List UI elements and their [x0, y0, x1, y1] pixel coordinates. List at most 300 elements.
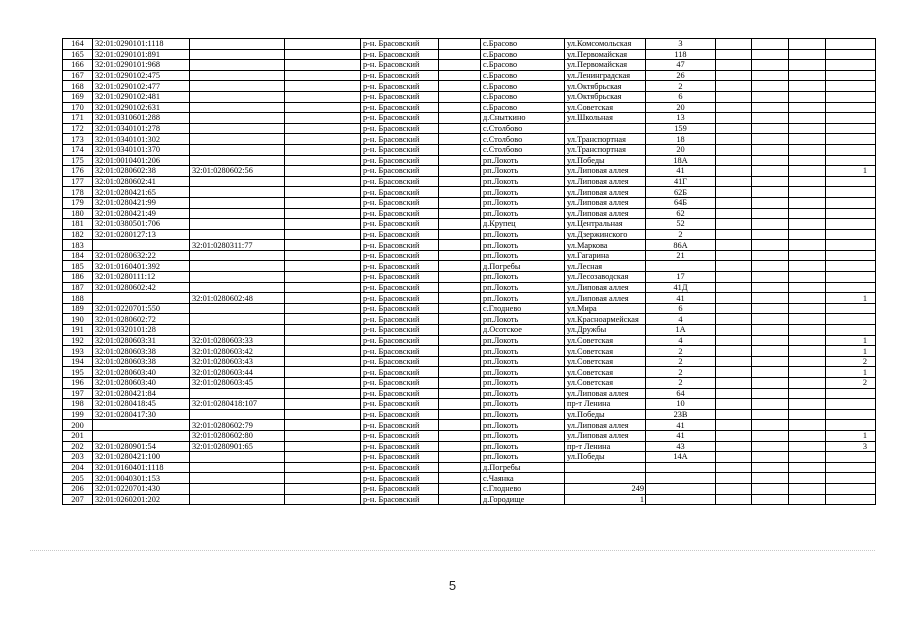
cell-count [826, 60, 876, 71]
cell-empty-column-4 [752, 144, 789, 155]
cell-count [826, 494, 876, 505]
cell-empty-column-5 [789, 134, 826, 145]
cell-count: 1 [826, 346, 876, 357]
table-row [63, 166, 876, 177]
cell-empty-column-2 [439, 39, 481, 50]
cell-street: ул.Красноармейская [565, 314, 646, 325]
cell-empty-column-2 [439, 293, 481, 304]
cell-row-number: 176 [63, 166, 93, 177]
cell-street: ул.Октябрьская [565, 81, 646, 92]
cell-count [826, 282, 876, 293]
cell-empty-column-3 [716, 49, 752, 60]
cell-empty-column-3 [716, 70, 752, 81]
cell-empty-column [285, 314, 361, 325]
cell-settlement: рп.Локоть [481, 187, 565, 198]
cell-empty-column-5 [789, 166, 826, 177]
cell-empty-column-3 [716, 176, 752, 187]
cell-settlement: рп.Локоть [481, 229, 565, 240]
cell-empty-column [285, 208, 361, 219]
cell-empty-column [285, 113, 361, 124]
cell-empty-column-4 [752, 335, 789, 346]
cell-street: ул.Липовая аллея [565, 282, 646, 293]
cell-empty-column-4 [752, 314, 789, 325]
cell-settlement: с.Столбово [481, 123, 565, 134]
cell-row-number: 204 [63, 462, 93, 473]
cell-row-number: 181 [63, 219, 93, 230]
cell-settlement: с.Брасово [481, 60, 565, 71]
cell-empty-column-2 [439, 282, 481, 293]
cell-empty-column-4 [752, 420, 789, 431]
cell-empty-column-2 [439, 240, 481, 251]
cell-cadastral-number: 32:01:0280421:65 [93, 187, 190, 198]
table-row [63, 123, 876, 134]
cell-count [826, 39, 876, 50]
table-row [63, 113, 876, 124]
cell-count [826, 229, 876, 240]
cell-settlement: с.Брасово [481, 102, 565, 113]
cell-settlement: рп.Локоть [481, 356, 565, 367]
cell-district: р-н. Брасовский [361, 272, 439, 283]
table-row [63, 219, 876, 230]
cell-district: р-н. Брасовский [361, 208, 439, 219]
cell-row-number: 194 [63, 356, 93, 367]
cell-secondary-cadastral-number: 32:01:0280311:77 [190, 240, 285, 251]
cell-empty-column-3 [716, 420, 752, 431]
cell-cadastral-number: 32:01:0280603:38 [93, 346, 190, 357]
cell-empty-column-3 [716, 430, 752, 441]
cell-street: ул.Победы [565, 155, 646, 166]
cell-empty-column-4 [752, 483, 789, 494]
cell-empty-column-3 [716, 367, 752, 378]
cell-empty-column [285, 91, 361, 102]
cell-cadastral-number: 32:01:0160401:392 [93, 261, 190, 272]
cell-secondary-cadastral-number [190, 102, 285, 113]
cell-empty-column-4 [752, 187, 789, 198]
cell-settlement: рп.Локоть [481, 208, 565, 219]
cell-empty-column-2 [439, 367, 481, 378]
cell-empty-column-3 [716, 325, 752, 336]
cell-empty-column-3 [716, 91, 752, 102]
cell-street: ул.Транспортная [565, 134, 646, 145]
cell-empty-column-3 [716, 462, 752, 473]
cell-count [826, 113, 876, 124]
cell-empty-column-2 [439, 166, 481, 177]
divider [30, 550, 875, 551]
cell-district: р-н. Брасовский [361, 250, 439, 261]
cell-empty-column-5 [789, 473, 826, 484]
cell-empty-column-4 [752, 60, 789, 71]
cell-row-number: 206 [63, 483, 93, 494]
table-row [63, 335, 876, 346]
cell-row-number: 195 [63, 367, 93, 378]
cell-empty-column-5 [789, 494, 826, 505]
cell-district: р-н. Брасовский [361, 176, 439, 187]
cell-district: р-н. Брасовский [361, 346, 439, 357]
cell-cadastral-number [93, 430, 190, 441]
cell-district: р-н. Брасовский [361, 473, 439, 484]
cell-row-number: 190 [63, 314, 93, 325]
cell-empty-column-4 [752, 473, 789, 484]
cell-empty-column [285, 229, 361, 240]
cell-empty-column-2 [439, 399, 481, 410]
cell-cadastral-number: 32:01:0280421:84 [93, 388, 190, 399]
cell-count [826, 314, 876, 325]
cell-empty-column-5 [789, 123, 826, 134]
cell-settlement: с.Брасово [481, 39, 565, 50]
cell-street: ул.Комсомольская [565, 39, 646, 50]
cell-settlement: рп.Локоть [481, 452, 565, 463]
cell-empty-column [285, 399, 361, 410]
cell-street: ул.Первомайская [565, 60, 646, 71]
cell-settlement: рп.Локоть [481, 441, 565, 452]
cell-street [565, 123, 646, 134]
cell-empty-column-2 [439, 49, 481, 60]
cell-count [826, 409, 876, 420]
cell-house-number: 2 [646, 378, 716, 389]
cell-row-number: 178 [63, 187, 93, 198]
cell-empty-column [285, 261, 361, 272]
table-row [63, 409, 876, 420]
cell-house-number: 2 [646, 367, 716, 378]
cell-house-number: 64Б [646, 197, 716, 208]
cell-house-number [646, 261, 716, 272]
cell-street: ул.Советская [565, 346, 646, 357]
cell-secondary-cadastral-number [190, 272, 285, 283]
cell-cadastral-number: 32:01:0340101:278 [93, 123, 190, 134]
cell-count [826, 272, 876, 283]
cell-empty-column-3 [716, 378, 752, 389]
cell-house-number: 13 [646, 113, 716, 124]
cell-secondary-cadastral-number: 32:01:0280603:45 [190, 378, 285, 389]
cell-district: р-н. Брасовский [361, 325, 439, 336]
cell-cadastral-number: 32:01:0010401:206 [93, 155, 190, 166]
cell-district: р-н. Брасовский [361, 293, 439, 304]
cell-empty-column-2 [439, 229, 481, 240]
cell-street: ул.Липовая аллея [565, 293, 646, 304]
cell-cadastral-number: 32:01:0340101:370 [93, 144, 190, 155]
cell-house-number [646, 494, 716, 505]
cell-secondary-cadastral-number [190, 70, 285, 81]
cell-cadastral-number [93, 240, 190, 251]
cell-empty-column-4 [752, 155, 789, 166]
cell-empty-column-2 [439, 409, 481, 420]
table-row [63, 261, 876, 272]
cell-district: р-н. Брасовский [361, 378, 439, 389]
cell-district: р-н. Брасовский [361, 39, 439, 50]
cell-secondary-cadastral-number [190, 39, 285, 50]
cell-house-number [646, 473, 716, 484]
cell-secondary-cadastral-number [190, 409, 285, 420]
cell-row-number: 192 [63, 335, 93, 346]
cell-empty-column-3 [716, 229, 752, 240]
cell-street: ул.Лесная [565, 261, 646, 272]
cell-count [826, 399, 876, 410]
cell-empty-column-2 [439, 346, 481, 357]
cell-cadastral-number: 32:01:0290102:477 [93, 81, 190, 92]
cell-district: р-н. Брасовский [361, 60, 439, 71]
table-row [63, 314, 876, 325]
cell-house-number: 2 [646, 229, 716, 240]
cell-empty-column-2 [439, 91, 481, 102]
cell-empty-column [285, 367, 361, 378]
cell-empty-column-4 [752, 356, 789, 367]
cell-empty-column-5 [789, 378, 826, 389]
cell-street: ул.Советская [565, 335, 646, 346]
cell-street: пр-т Ленина [565, 441, 646, 452]
cell-cadastral-number: 32:01:0280421:99 [93, 197, 190, 208]
table-row [63, 462, 876, 473]
table-row [63, 144, 876, 155]
cell-empty-column-5 [789, 113, 826, 124]
cell-empty-column-5 [789, 229, 826, 240]
cell-empty-column-3 [716, 240, 752, 251]
cell-settlement: рп.Локоть [481, 166, 565, 177]
cell-count [826, 91, 876, 102]
cell-row-number: 197 [63, 388, 93, 399]
table-row [63, 282, 876, 293]
cell-row-number: 196 [63, 378, 93, 389]
cell-row-number: 188 [63, 293, 93, 304]
cell-cadastral-number: 32:01:0280603:38 [93, 356, 190, 367]
cell-street: ул.Липовая аллея [565, 420, 646, 431]
cell-row-number: 168 [63, 81, 93, 92]
cell-street: ул.Лесозаводская [565, 272, 646, 283]
cell-empty-column [285, 166, 361, 177]
cell-empty-column-3 [716, 272, 752, 283]
cell-street [565, 462, 646, 473]
cell-settlement: с.Брасово [481, 49, 565, 60]
cell-settlement: рп.Локоть [481, 272, 565, 283]
cell-empty-column-4 [752, 452, 789, 463]
cell-empty-column-4 [752, 261, 789, 272]
cell-street: ул.Маркова [565, 240, 646, 251]
cell-street: ул.Школьная [565, 113, 646, 124]
cell-row-number: 177 [63, 176, 93, 187]
cell-row-number: 165 [63, 49, 93, 60]
cell-district: р-н. Брасовский [361, 399, 439, 410]
cell-empty-column-5 [789, 409, 826, 420]
cell-settlement: с.Столбово [481, 144, 565, 155]
cell-empty-column-2 [439, 325, 481, 336]
cell-empty-column-5 [789, 441, 826, 452]
cell-secondary-cadastral-number [190, 261, 285, 272]
table-row [63, 367, 876, 378]
cell-empty-column-5 [789, 60, 826, 71]
cell-empty-column-4 [752, 219, 789, 230]
cell-empty-column [285, 420, 361, 431]
cell-empty-column-3 [716, 293, 752, 304]
cell-empty-column-5 [789, 208, 826, 219]
cell-street: ул.Победы [565, 452, 646, 463]
table-row [63, 250, 876, 261]
cell-street: 249 [565, 483, 646, 494]
table-body [63, 39, 876, 505]
cell-district: р-н. Брасовский [361, 462, 439, 473]
cell-empty-column-4 [752, 441, 789, 452]
cell-settlement: с.Глоднево [481, 303, 565, 314]
cell-empty-column [285, 123, 361, 134]
cell-settlement: с.Глоднево [481, 483, 565, 494]
table-row [63, 134, 876, 145]
cell-secondary-cadastral-number [190, 197, 285, 208]
cell-count [826, 303, 876, 314]
cell-empty-column-5 [789, 282, 826, 293]
cell-secondary-cadastral-number [190, 91, 285, 102]
cell-house-number [646, 462, 716, 473]
cell-empty-column [285, 346, 361, 357]
cell-street: ул.Липовая аллея [565, 430, 646, 441]
cell-settlement: рп.Локоть [481, 250, 565, 261]
cell-empty-column-5 [789, 399, 826, 410]
cell-cadastral-number: 32:01:0280421:49 [93, 208, 190, 219]
cell-empty-column-4 [752, 462, 789, 473]
cell-count [826, 144, 876, 155]
cell-secondary-cadastral-number [190, 494, 285, 505]
cell-empty-column-3 [716, 81, 752, 92]
cell-settlement: д.Сныткино [481, 113, 565, 124]
cell-empty-column-3 [716, 409, 752, 420]
cell-empty-column-3 [716, 388, 752, 399]
cell-count [826, 388, 876, 399]
cell-cadastral-number: 32:01:0220701:430 [93, 483, 190, 494]
cell-count [826, 187, 876, 198]
cell-settlement: рп.Локоть [481, 293, 565, 304]
cell-empty-column-3 [716, 483, 752, 494]
cell-empty-column-2 [439, 250, 481, 261]
cell-settlement: д.Городище [481, 494, 565, 505]
cell-empty-column-5 [789, 483, 826, 494]
table-row [63, 60, 876, 71]
cell-empty-column [285, 60, 361, 71]
cell-empty-column-5 [789, 452, 826, 463]
cell-district: р-н. Брасовский [361, 335, 439, 346]
cell-count: 1 [826, 430, 876, 441]
cell-district: р-н. Брасовский [361, 70, 439, 81]
cell-house-number: 86А [646, 240, 716, 251]
cell-secondary-cadastral-number [190, 81, 285, 92]
cell-street: ул.Победы [565, 409, 646, 420]
cell-settlement: рп.Локоть [481, 240, 565, 251]
cell-settlement: с.Брасово [481, 91, 565, 102]
cell-house-number: 62 [646, 208, 716, 219]
cell-empty-column-3 [716, 219, 752, 230]
cell-empty-column-2 [439, 261, 481, 272]
cell-empty-column-5 [789, 303, 826, 314]
cell-district: р-н. Брасовский [361, 91, 439, 102]
cell-empty-column-5 [789, 81, 826, 92]
cell-district: р-н. Брасовский [361, 229, 439, 240]
cell-count [826, 123, 876, 134]
cell-street: ул.Липовая аллея [565, 176, 646, 187]
cell-settlement: рп.Локоть [481, 335, 565, 346]
table-row [63, 91, 876, 102]
cell-district: р-н. Брасовский [361, 102, 439, 113]
cell-district: р-н. Брасовский [361, 356, 439, 367]
cell-secondary-cadastral-number [190, 325, 285, 336]
cell-house-number: 2 [646, 81, 716, 92]
cell-secondary-cadastral-number [190, 49, 285, 60]
cell-cadastral-number: 32:01:0290102:631 [93, 102, 190, 113]
table-row [63, 430, 876, 441]
cell-empty-column [285, 39, 361, 50]
cell-empty-column-5 [789, 314, 826, 325]
cell-empty-column-2 [439, 272, 481, 283]
cell-row-number: 172 [63, 123, 93, 134]
cell-count: 1 [826, 335, 876, 346]
cell-empty-column-4 [752, 303, 789, 314]
cell-street: ул.Липовая аллея [565, 187, 646, 198]
cell-empty-column-4 [752, 39, 789, 50]
cell-empty-column [285, 102, 361, 113]
cell-secondary-cadastral-number: 32:01:0280603:42 [190, 346, 285, 357]
cell-empty-column-2 [439, 123, 481, 134]
cell-secondary-cadastral-number [190, 452, 285, 463]
cell-district: р-н. Брасовский [361, 134, 439, 145]
cell-empty-column-5 [789, 272, 826, 283]
cell-empty-column-3 [716, 303, 752, 314]
cell-settlement: с.Столбово [481, 134, 565, 145]
cell-empty-column-2 [439, 134, 481, 145]
cell-street: ул.Липовая аллея [565, 197, 646, 208]
cell-settlement: с.Брасово [481, 81, 565, 92]
cell-street [565, 473, 646, 484]
cell-empty-column [285, 240, 361, 251]
cell-secondary-cadastral-number [190, 187, 285, 198]
cell-empty-column-3 [716, 134, 752, 145]
cell-settlement: рп.Локоть [481, 388, 565, 399]
cell-empty-column-4 [752, 272, 789, 283]
table-row [63, 39, 876, 50]
cell-street: ул.Дзержинского [565, 229, 646, 240]
cell-house-number: 47 [646, 60, 716, 71]
table-row [63, 441, 876, 452]
cell-empty-column-5 [789, 49, 826, 60]
cell-empty-column-2 [439, 494, 481, 505]
table-row [63, 388, 876, 399]
cell-house-number: 21 [646, 250, 716, 261]
cell-empty-column [285, 144, 361, 155]
table-row [63, 494, 876, 505]
cell-house-number: 41 [646, 420, 716, 431]
cell-empty-column [285, 473, 361, 484]
cell-empty-column-2 [439, 314, 481, 325]
cell-row-number: 169 [63, 91, 93, 102]
cell-empty-column-3 [716, 346, 752, 357]
cell-settlement: д.Погребы [481, 261, 565, 272]
cell-cadastral-number: 32:01:0040301:153 [93, 473, 190, 484]
cell-empty-column-4 [752, 91, 789, 102]
cell-district: р-н. Брасовский [361, 367, 439, 378]
cell-district: р-н. Брасовский [361, 314, 439, 325]
table-row [63, 473, 876, 484]
cell-count [826, 219, 876, 230]
cell-cadastral-number: 32:01:0260201:202 [93, 494, 190, 505]
cell-row-number: 173 [63, 134, 93, 145]
cell-empty-column-4 [752, 197, 789, 208]
cell-secondary-cadastral-number [190, 60, 285, 71]
cell-house-number: 41 [646, 166, 716, 177]
cell-cadastral-number: 32:01:0320101:28 [93, 325, 190, 336]
cell-house-number: 41Г [646, 176, 716, 187]
cell-cadastral-number: 32:01:0280417:30 [93, 409, 190, 420]
cell-house-number: 4 [646, 335, 716, 346]
cell-settlement: рп.Локоть [481, 399, 565, 410]
table-row [63, 197, 876, 208]
cell-count [826, 325, 876, 336]
cell-cadastral-number: 32:01:0280602:42 [93, 282, 190, 293]
cell-row-number: 200 [63, 420, 93, 431]
table-row [63, 420, 876, 431]
